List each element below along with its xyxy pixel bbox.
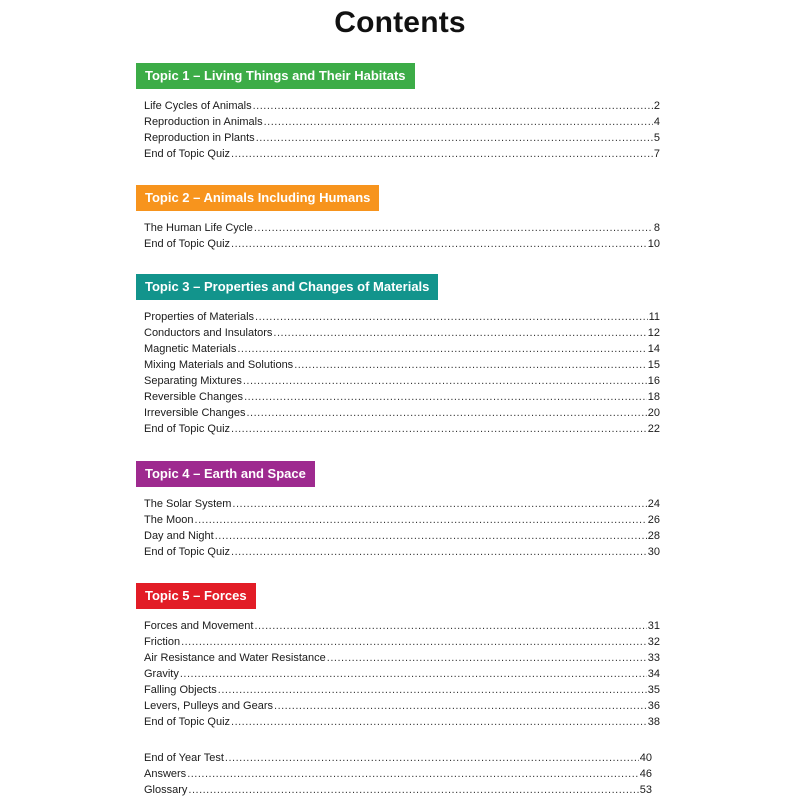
entry-label: The Human Life Cycle [144, 222, 253, 234]
toc-entry[interactable] [144, 236, 660, 252]
entry-page: 36 [647, 700, 660, 712]
entry-label: Reproduction in Plants [144, 132, 255, 144]
entry-page: 14 [647, 343, 660, 355]
entry-page: 20 [647, 407, 660, 419]
entry-label: Gravity [144, 668, 179, 680]
toc-entry[interactable] [144, 666, 660, 682]
entry-page: 28 [647, 530, 660, 542]
entry-label: Life Cycles of Animals [144, 100, 252, 112]
toc-entry[interactable] [144, 714, 660, 730]
entry-label: End of Topic Quiz [144, 716, 231, 728]
entry-label: Reversible Changes [144, 391, 244, 403]
topic-4-heading[interactable]: Topic 4 – Earth and Space [136, 461, 315, 487]
toc-entry[interactable] [144, 130, 660, 146]
topic-5-section [136, 583, 660, 730]
entry-page: 18 [647, 391, 660, 403]
entry-page: 46 [639, 768, 652, 780]
entry-label: End of Topic Quiz [144, 238, 231, 250]
page-title: Contents [334, 6, 466, 39]
entry-page: 16 [647, 375, 660, 387]
topic-3-section [136, 274, 660, 437]
entry-page: 33 [647, 652, 660, 664]
toc-entry[interactable] [144, 325, 660, 341]
toc-entry[interactable] [144, 98, 660, 114]
entry-page: 38 [647, 716, 660, 728]
entry-label: Properties of Materials [144, 311, 255, 323]
entry-page: 53 [639, 784, 652, 796]
entry-page: 24 [647, 498, 660, 510]
entry-label: Separating Mixtures [144, 375, 242, 387]
toc-entry[interactable] [144, 389, 660, 405]
topic-4-section [136, 461, 660, 560]
entry-page: 26 [647, 514, 660, 526]
topic-3-heading[interactable]: Topic 3 – Properties and Changes of Materials [136, 274, 438, 300]
entry-page: 12 [647, 327, 660, 339]
topic-2-heading[interactable]: Topic 2 – Animals Including Humans [136, 185, 379, 211]
toc-entry[interactable] [144, 421, 660, 437]
toc-entry[interactable] [144, 405, 660, 421]
entry-page: 8 [653, 222, 660, 234]
entry-label: End of Topic Quiz [144, 148, 231, 160]
entry-page: 10 [647, 238, 660, 250]
entry-label: Mixing Materials and Solutions [144, 359, 294, 371]
entry-page: 4 [653, 116, 660, 128]
toc-entry[interactable] [144, 512, 660, 528]
topic-5-heading[interactable]: Topic 5 – Forces [136, 583, 256, 609]
toc-entry[interactable] [144, 750, 652, 766]
toc-entry[interactable] [144, 146, 660, 162]
entry-label: Reproduction in Animals [144, 116, 263, 128]
toc-entry[interactable] [144, 544, 660, 560]
toc-entry[interactable] [144, 682, 660, 698]
topic-2-section [136, 185, 660, 252]
entry-label: Falling Objects [144, 684, 217, 696]
entry-label: Magnetic Materials [144, 343, 237, 355]
topic-1-heading[interactable]: Topic 1 – Living Things and Their Habitats [136, 63, 415, 89]
topic-1-section [136, 63, 660, 162]
toc-entry[interactable] [144, 357, 660, 373]
entry-label: Forces and Movement [144, 620, 254, 632]
entry-label: Conductors and Insulators [144, 327, 273, 339]
entry-page: 5 [653, 132, 660, 144]
entry-page: 31 [647, 620, 660, 632]
entry-page: 35 [647, 684, 660, 696]
toc-entry[interactable] [144, 309, 660, 325]
entry-label: Friction [144, 636, 181, 648]
toc-entry[interactable] [144, 341, 660, 357]
entry-page: 15 [647, 359, 660, 371]
entry-page: 40 [639, 752, 652, 764]
entry-label: Day and Night [144, 530, 214, 542]
toc-entry[interactable] [144, 528, 660, 544]
toc-entry[interactable] [144, 114, 660, 130]
toc-entry[interactable] [144, 698, 660, 714]
entry-label: Answers [144, 768, 187, 780]
entry-label: End of Topic Quiz [144, 546, 231, 558]
entry-label: End of Year Test [144, 752, 224, 764]
toc-entry[interactable] [144, 618, 660, 634]
entry-label: Irreversible Changes [144, 407, 246, 419]
entry-label: The Solar System [144, 498, 232, 510]
entry-label: Levers, Pulleys and Gears [144, 700, 274, 712]
entry-page: 34 [647, 668, 660, 680]
entry-page: 7 [653, 148, 660, 160]
toc-entry[interactable] [144, 220, 660, 236]
toc-entry[interactable] [144, 766, 652, 782]
toc-entry[interactable] [144, 496, 660, 512]
toc-entry[interactable] [144, 373, 660, 389]
toc-entry[interactable] [144, 782, 652, 798]
end-matter-section [144, 750, 652, 798]
entry-page: 22 [647, 423, 660, 435]
entry-page: 2 [653, 100, 660, 112]
entry-page: 11 [648, 311, 660, 323]
entry-label: Air Resistance and Water Resistance [144, 652, 326, 664]
toc-entry[interactable] [144, 650, 660, 666]
entry-page: 30 [647, 546, 660, 558]
entry-page: 32 [647, 636, 660, 648]
entry-label: Glossary [144, 784, 188, 796]
entry-label: The Moon [144, 514, 194, 526]
entry-label: End of Topic Quiz [144, 423, 231, 435]
toc-entry[interactable] [144, 634, 660, 650]
